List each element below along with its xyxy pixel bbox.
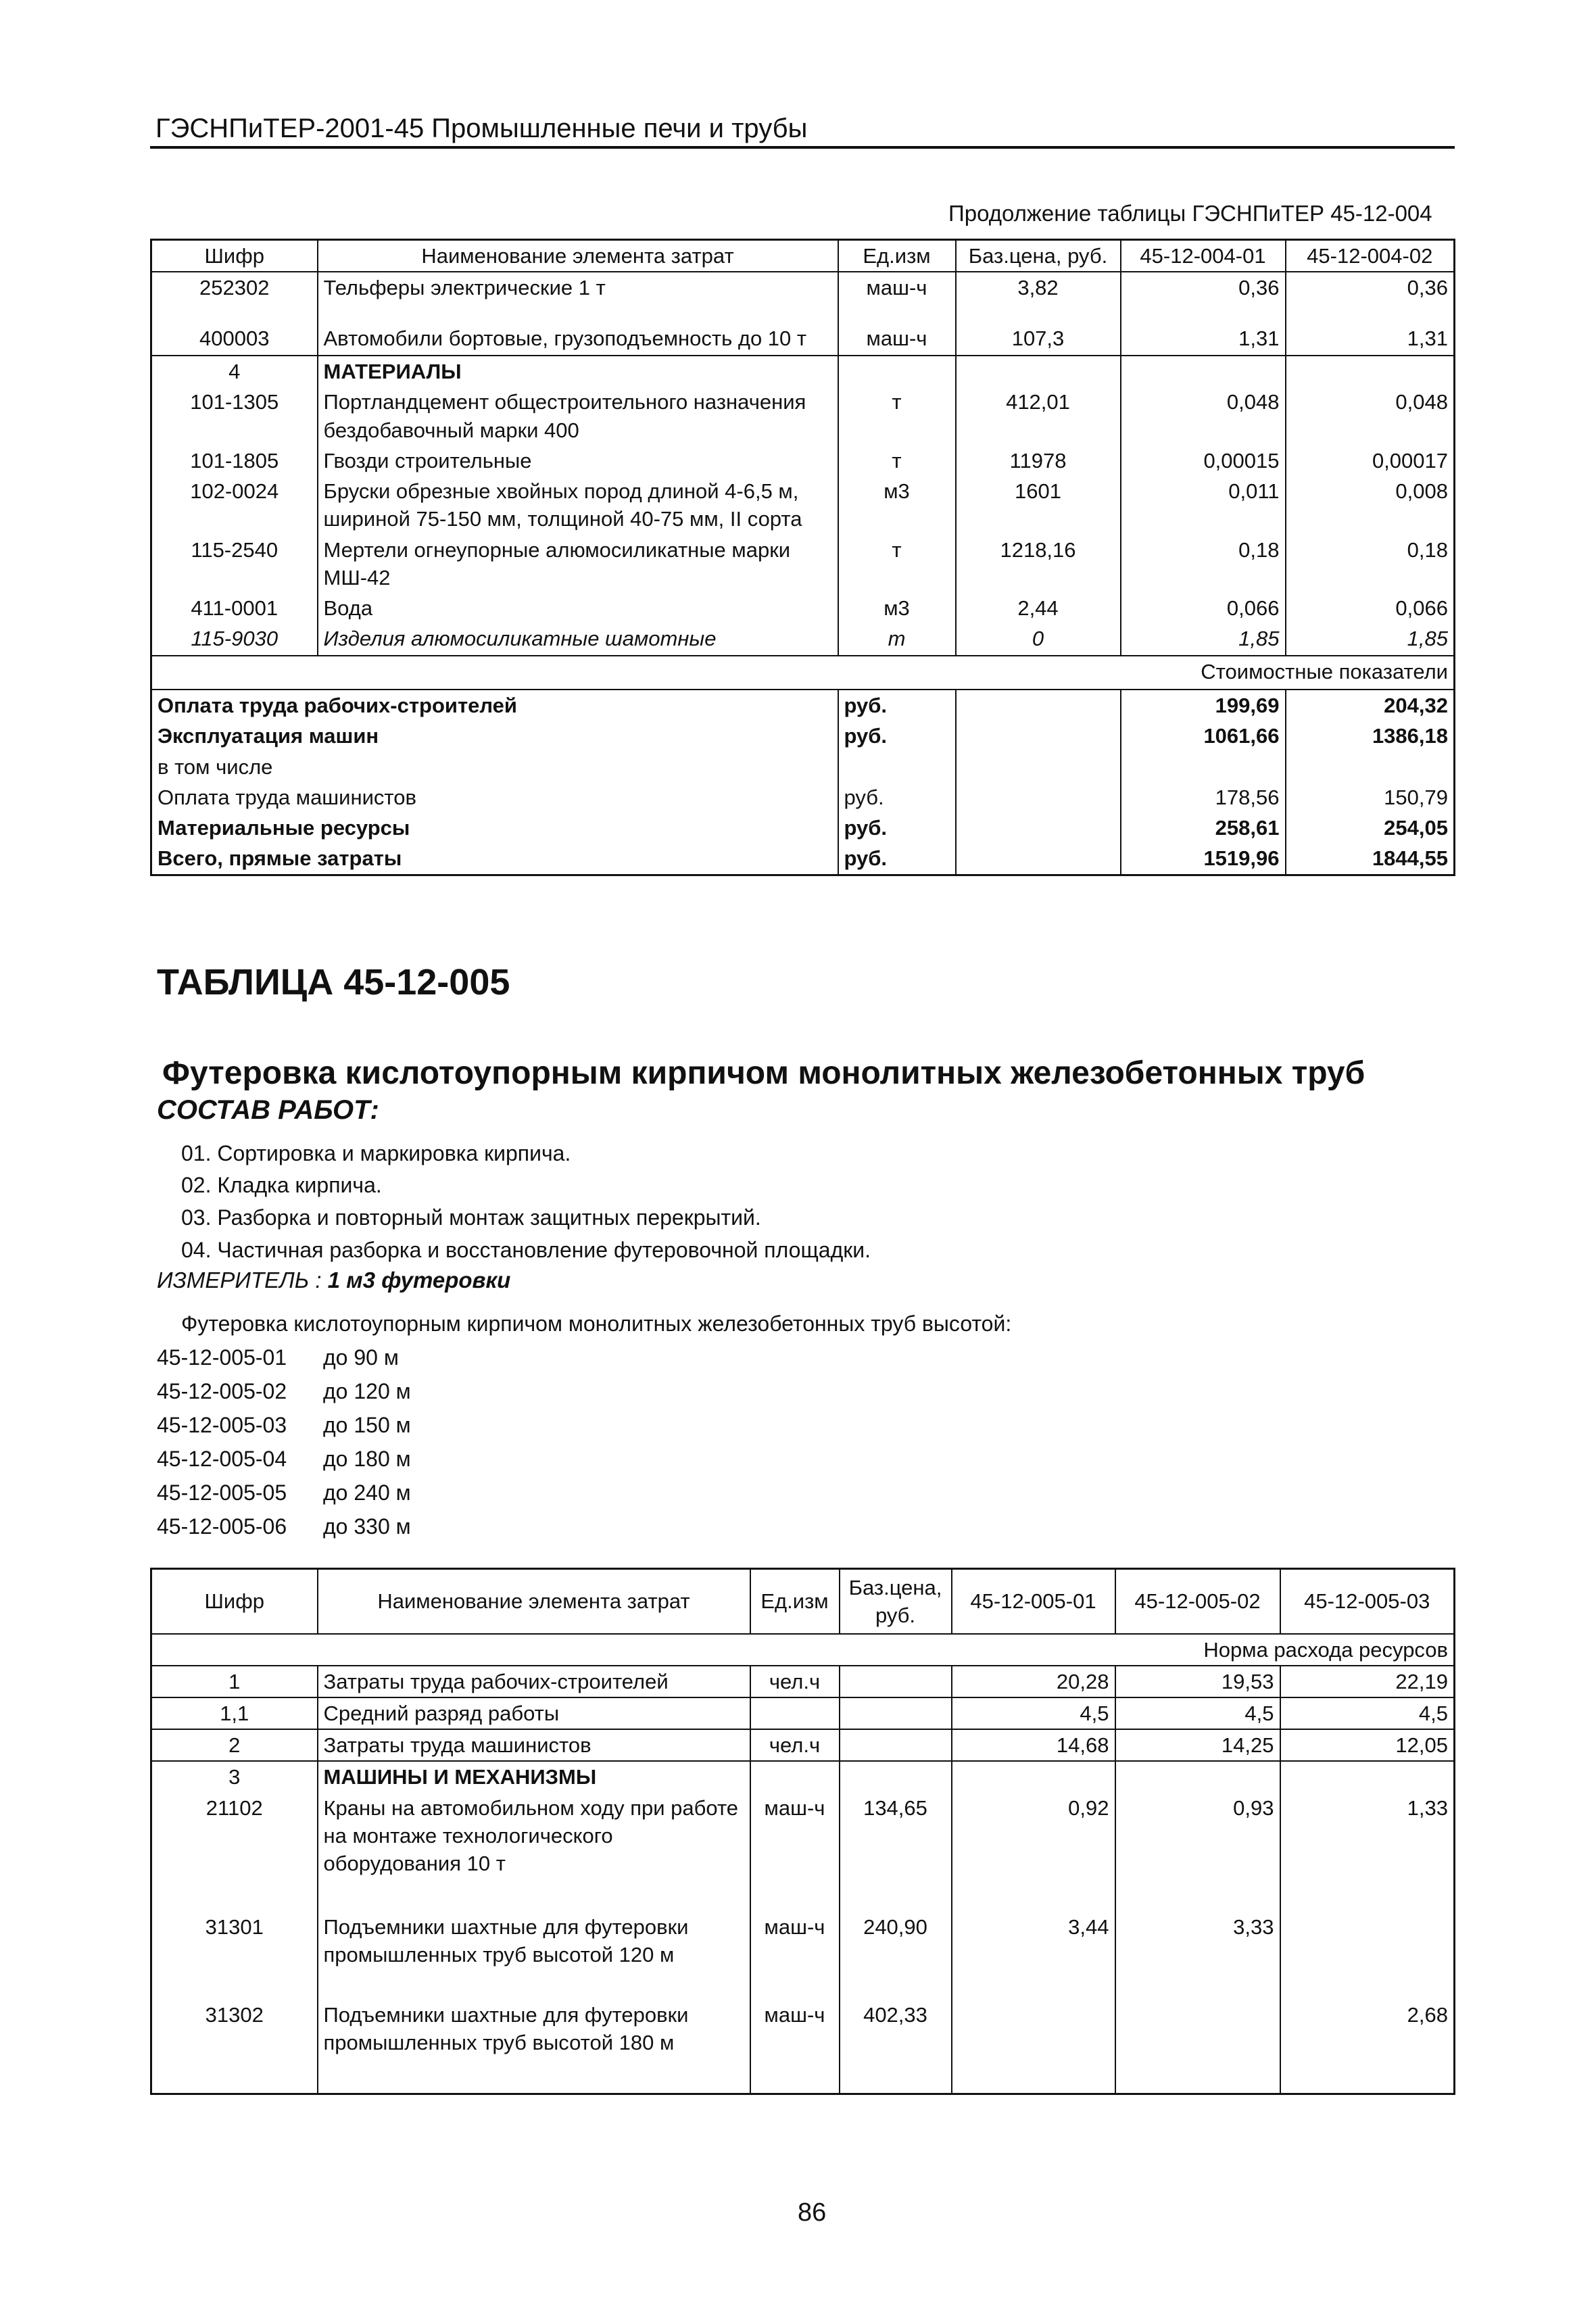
row-code: 31302	[151, 2000, 318, 2094]
row-v1: 0,92	[952, 1793, 1115, 1912]
table-row	[151, 323, 1455, 356]
row-price: 3,82	[956, 272, 1121, 323]
row-v2: 0,18	[1407, 537, 1448, 562]
row-v1: 0,36	[1121, 272, 1286, 323]
row-unit: м3	[838, 476, 956, 534]
row-v2: 0,066	[1395, 596, 1448, 620]
row-v1	[1121, 356, 1286, 387]
row-v2: 0,00017	[1372, 448, 1448, 473]
row-price	[956, 356, 1121, 387]
summary-v2: 204,32	[1384, 694, 1448, 718]
row-unit: т	[838, 535, 956, 593]
row-unit: т	[838, 623, 956, 656]
row-v2	[1115, 1761, 1280, 1792]
height-value: до 90 м	[323, 1345, 399, 1370]
table1-header-row	[151, 240, 1455, 272]
summary-v1: 1061,66	[1121, 721, 1286, 751]
work-composition-label: СОСТАВ РАБОТ:	[157, 1095, 379, 1125]
row-v2: 1,85	[1407, 627, 1448, 651]
heights-intro: Футеровка кислотоупорным кирпичом монолитных железобетонных труб высотой:	[181, 1311, 1012, 1336]
table-row	[151, 656, 1455, 690]
row-unit: м3	[838, 593, 956, 623]
row-v1: 20,28	[952, 1666, 1115, 1697]
running-header: ГЭСНПиТЕР-2001-45 Промышленные печи и трубы	[155, 114, 808, 143]
table-row	[151, 1634, 1455, 1666]
row-price: 134,65	[840, 1793, 952, 1912]
summary-row	[151, 690, 1455, 721]
row-name: Изделия алюмосиликатные шамотные	[318, 623, 838, 656]
table-row	[151, 623, 1455, 656]
row-price	[840, 1761, 952, 1792]
row-code: 21102	[151, 1793, 318, 1912]
header-rule	[150, 146, 1455, 149]
row-price: 0	[956, 623, 1121, 656]
row-name: Автомобили бортовые, грузоподъемность до 10 т	[318, 323, 838, 356]
row-price: 412,01	[956, 387, 1121, 445]
summary-v2: 254,05	[1384, 816, 1448, 840]
summary-unit	[838, 752, 956, 782]
row-v2: 3,33	[1115, 1912, 1280, 2000]
row-name: Средний разряд работы	[318, 1697, 750, 1729]
summary-label: Оплата труда рабочих-строителей	[151, 690, 838, 721]
row-price: 402,33	[840, 2000, 952, 2094]
row-code: 31301	[151, 1912, 318, 2000]
row-v2: 1,31	[1407, 327, 1448, 351]
row-v1	[952, 1761, 1115, 1792]
height-code: 45-12-005-06	[157, 1514, 287, 1539]
table-row	[151, 1761, 1455, 1792]
table2-col-v2: 45-12-005-02	[1115, 1569, 1280, 1634]
row-name: Затраты труда рабочих-строителей	[318, 1666, 750, 1697]
row-name: Вода	[318, 593, 838, 623]
summary-unit: руб.	[838, 721, 956, 751]
table1	[150, 239, 1455, 876]
row-v1: 3,44	[952, 1912, 1115, 2000]
row-name: Подъемники шахтные для футеровки промышленных труб высотой 120 м	[318, 1912, 750, 2000]
row-v2: 0,36	[1407, 276, 1448, 300]
summary-v2	[1286, 752, 1455, 782]
table-row	[151, 1666, 1455, 1697]
cost-indicators-label: Стоимостные показатели	[1201, 660, 1448, 684]
row-unit	[750, 1761, 840, 1792]
row-v1: 1,85	[1121, 623, 1286, 656]
summary-unit: руб.	[838, 843, 956, 875]
row-v2	[1115, 2000, 1280, 2094]
height-code: 45-12-005-05	[157, 1480, 287, 1505]
summary-unit: руб.	[838, 813, 956, 843]
row-name: Гвозди строительные	[318, 445, 838, 476]
row-unit: маш-ч	[838, 272, 956, 323]
table1-col-code: Шифр	[151, 240, 318, 272]
row-code: 1,1	[151, 1697, 318, 1729]
row-unit: маш-ч	[750, 1912, 840, 2000]
summary-label: Всего, прямые затраты	[151, 843, 838, 875]
table2-header-row	[151, 1569, 1455, 1634]
row-price: 107,3	[956, 323, 1121, 356]
table1-col-price: Баз.цена, руб.	[956, 240, 1121, 272]
table-row	[151, 1793, 1455, 1912]
row-code: 101-1805	[151, 445, 318, 476]
row-v2: 19,53	[1115, 1666, 1280, 1697]
row-unit: т	[838, 387, 956, 445]
row-code: 101-1305	[151, 387, 318, 445]
table-section-title: ТАБЛИЦА 45-12-005	[157, 962, 510, 1003]
meter-line	[157, 1268, 510, 1293]
summary-v2: 1844,55	[1372, 846, 1448, 871]
row-code: 102-0024	[151, 476, 318, 534]
summary-row	[151, 813, 1455, 843]
table1-caption: Продолжение таблицы ГЭСНПиТЕР 45-12-004	[948, 201, 1432, 226]
work-operation: 02. Кладка кирпича.	[181, 1173, 382, 1197]
row-name: Тельферы электрические 1 т	[318, 272, 838, 323]
row-price: 240,90	[840, 1912, 952, 2000]
row-v3: 1,33	[1407, 1795, 1448, 1820]
table1-col-v1: 45-12-004-01	[1121, 240, 1286, 272]
row-v1: 14,68	[952, 1729, 1115, 1761]
section-heading: МАТЕРИАЛЫ	[318, 356, 838, 387]
table2-col-v3: 45-12-005-03	[1280, 1569, 1455, 1634]
summary-label: Эксплуатация машин	[151, 721, 838, 751]
row-v2: 14,25	[1115, 1729, 1280, 1761]
work-operation: 04. Частичная разборка и восстановление футеровочной площадки.	[181, 1238, 871, 1262]
table1-col-name: Наименование элемента затрат	[318, 240, 838, 272]
row-name: Краны на автомобильном ходу при работе на монтаже технологического оборудования 10 т	[318, 1793, 750, 1912]
height-value: до 150 м	[323, 1413, 411, 1437]
table-row	[151, 535, 1455, 593]
height-code: 45-12-005-03	[157, 1413, 287, 1437]
summary-label: Материальные ресурсы	[151, 813, 838, 843]
table-row	[151, 1912, 1455, 2000]
table1-col-unit: Ед.изм	[838, 240, 956, 272]
work-operation: 03. Разборка и повторный монтаж защитных перекрытий.	[181, 1205, 761, 1230]
table-section-name: Футеровка кислотоупорным кирпичом монолитных железобетонных труб	[162, 1055, 1365, 1091]
height-code: 45-12-005-01	[157, 1345, 287, 1370]
row-v3: 2,68	[1407, 2002, 1448, 2027]
row-v1: 1,31	[1121, 323, 1286, 356]
table-row	[151, 387, 1455, 445]
row-v2: 4,5	[1115, 1697, 1280, 1729]
summary-label: Оплата труда машинистов	[151, 782, 838, 813]
row-unit: маш-ч	[838, 323, 956, 356]
table-row	[151, 272, 1455, 323]
summary-v2: 1386,18	[1372, 724, 1448, 748]
row-name: Затраты труда машинистов	[318, 1729, 750, 1761]
row-price	[840, 1666, 952, 1697]
row-unit: т	[838, 445, 956, 476]
row-code: 252302	[151, 272, 318, 323]
row-unit: маш-ч	[750, 1793, 840, 1912]
table-row	[151, 1729, 1455, 1761]
row-v1: 0,18	[1121, 535, 1286, 593]
row-v2: 0,048	[1395, 390, 1448, 414]
row-unit: маш-ч	[750, 2000, 840, 2094]
row-code: 115-2540	[151, 535, 318, 593]
row-v2	[1286, 356, 1455, 387]
table-row	[151, 356, 1455, 387]
row-price: 1218,16	[956, 535, 1121, 593]
row-name: Портландцемент общестроительного назначения бездобавочный марки 400	[318, 387, 838, 445]
table2-col-code: Шифр	[151, 1569, 318, 1634]
row-v3: 12,05	[1395, 1733, 1448, 1758]
summary-v1	[1121, 752, 1286, 782]
row-price	[840, 1697, 952, 1729]
row-v3: 4,5	[1418, 1701, 1448, 1725]
row-price: 2,44	[956, 593, 1121, 623]
row-v1: 0,066	[1121, 593, 1286, 623]
height-value: до 330 м	[323, 1514, 411, 1539]
row-code: 3	[151, 1761, 318, 1792]
row-code: 4	[151, 356, 318, 387]
row-unit: чел.ч	[750, 1666, 840, 1697]
row-name: Бруски обрезные хвойных пород длиной 4-6,5 м, шириной 75-150 мм, толщиной 40-75 мм, II сорта	[318, 476, 838, 534]
height-value: до 180 м	[323, 1447, 411, 1471]
table1-col-v2: 45-12-004-02	[1286, 240, 1455, 272]
meter-label: ИЗМЕРИТЕЛЬ :	[157, 1268, 322, 1293]
work-operation: 01. Сортировка и маркировка кирпича.	[181, 1141, 571, 1165]
row-v1: 4,5	[952, 1697, 1115, 1729]
row-v3	[1280, 1761, 1455, 1792]
row-v2: 0,93	[1115, 1793, 1280, 1912]
table-row	[151, 1697, 1455, 1729]
table2-col-name: Наименование элемента затрат	[318, 1569, 750, 1634]
summary-row	[151, 782, 1455, 813]
summary-unit: руб.	[838, 782, 956, 813]
row-v3	[1280, 1912, 1455, 2000]
table-row	[151, 2000, 1455, 2094]
page-number: 86	[798, 2198, 827, 2227]
row-code: 115-9030	[151, 623, 318, 656]
table-row	[151, 445, 1455, 476]
summary-row	[151, 752, 1455, 782]
row-unit: чел.ч	[750, 1729, 840, 1761]
summary-v1: 258,61	[1121, 813, 1286, 843]
row-unit	[750, 1697, 840, 1729]
summary-unit: руб.	[838, 690, 956, 721]
summary-row	[151, 721, 1455, 751]
height-value: до 120 м	[323, 1379, 411, 1403]
row-v1: 0,00015	[1121, 445, 1286, 476]
height-value: до 240 м	[323, 1480, 411, 1505]
table-row	[151, 476, 1455, 534]
row-v1: 0,011	[1121, 476, 1286, 534]
meter-value: 1 м3 футеровки	[327, 1268, 511, 1293]
row-code: 411-0001	[151, 593, 318, 623]
row-v3: 22,19	[1395, 1669, 1448, 1693]
row-name: Подъемники шахтные для футеровки промышленных труб высотой 180 м	[318, 2000, 750, 2094]
row-price: 11978	[956, 445, 1121, 476]
row-code: 400003	[151, 323, 318, 356]
row-price	[840, 1729, 952, 1761]
table2	[150, 1568, 1455, 2095]
summary-row	[151, 843, 1455, 875]
row-name: Мертели огнеупорные алюмосиликатные марки МШ-42	[318, 535, 838, 593]
row-code: 2	[151, 1729, 318, 1761]
row-v1: 0,048	[1121, 387, 1286, 445]
height-code: 45-12-005-04	[157, 1447, 287, 1471]
table-row	[151, 593, 1455, 623]
table2-col-price: Баз.цена, руб.	[840, 1569, 952, 1634]
summary-v1: 199,69	[1121, 690, 1286, 721]
norm-label: Норма расхода ресурсов	[1203, 1637, 1448, 1662]
summary-v1: 1519,96	[1121, 843, 1286, 875]
table2-col-v1: 45-12-005-01	[952, 1569, 1115, 1634]
row-unit	[838, 356, 956, 387]
summary-label: в том числе	[151, 752, 838, 782]
row-v1	[952, 2000, 1115, 2094]
row-v2: 0,008	[1395, 479, 1448, 504]
section-heading: МАШИНЫ И МЕХАНИЗМЫ	[318, 1761, 750, 1792]
row-code: 1	[151, 1666, 318, 1697]
table2-col-unit: Ед.изм	[750, 1569, 840, 1634]
row-price: 1601	[956, 476, 1121, 534]
summary-v1: 178,56	[1121, 782, 1286, 813]
summary-v2: 150,79	[1384, 785, 1448, 809]
height-code: 45-12-005-02	[157, 1379, 287, 1403]
